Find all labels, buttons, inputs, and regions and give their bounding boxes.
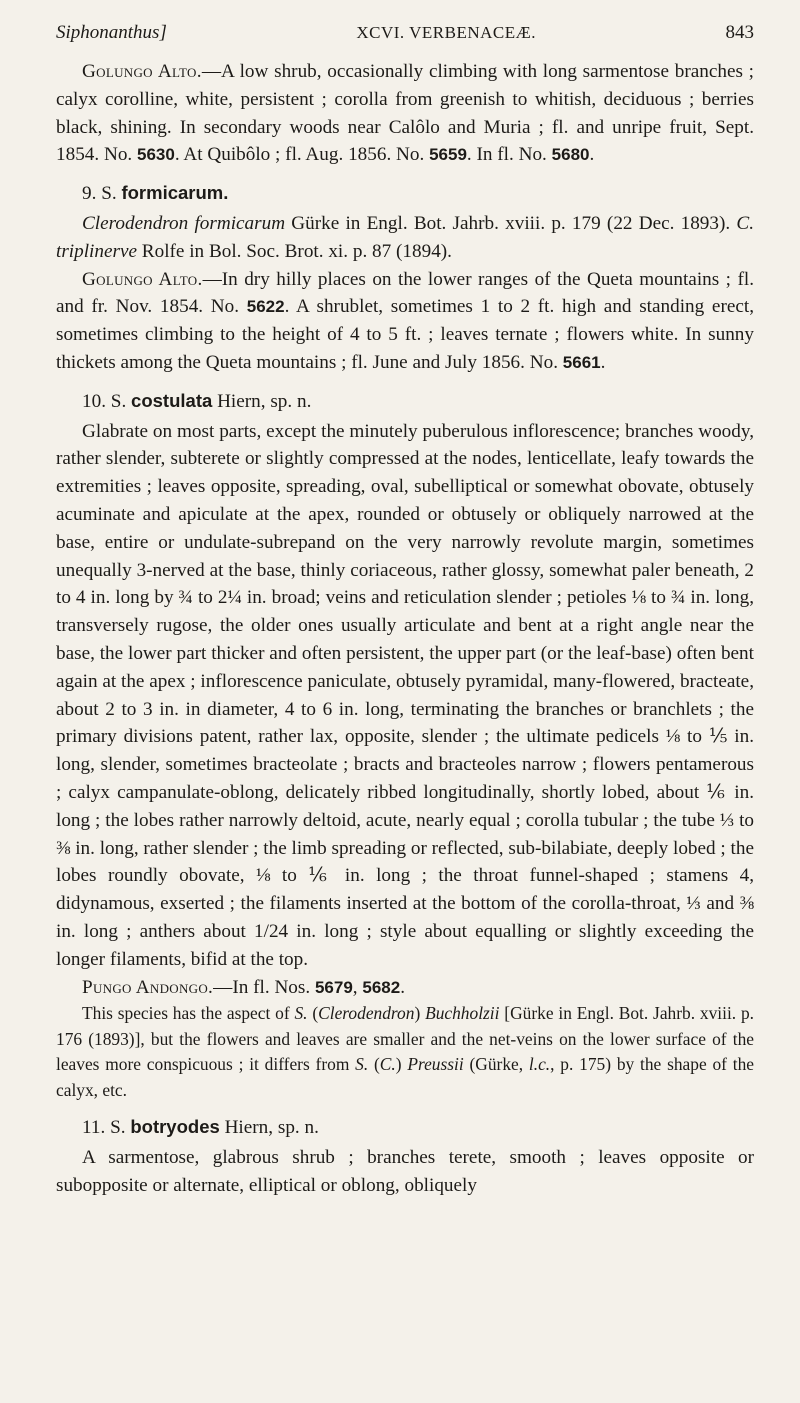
description-10: Glabrate on most parts, except the minutely puberulous inflorescence; branches woody, rather slender, subterete or slightly compressed at the nodes, lenticellate, leafy towards the extremities ; leaves opposite, spreading, oval, subelliptical or somewhat obovate, obtusely acuminate and apiculate at the apex, rounded or obtusely or obliquely narrowed at the base, entire or undulate-subrepand on the very narrowly revolute margin, sometimes unequally 3-nerved at the base, thinly coriaceous, rather glossy, somewhat paler beneath, 2 to 4 in. long by ¾ to 2¼ in. broad; veins and reticulation slender ; petioles ⅛ to ¾ in. long, transversely rugose, the older ones usually articulate and bent at a right angle near the base, the lower part thicker and often persistent, the upper part (or the leaf-base) often bent again at the apex ; inflorescence paniculate, obtusely pyramidal, many-flowered, bracteate, about 2 to 3 in. in diameter, 4 to 6 in. long, terminating the branches or branchlets ; the primary divisions patent, rather lax, opposite, slender ; the ultimate pedicels ⅛ to ⅕ in. long, slender, sometimes bracteolate ; bracts and bracteoles narrow ; flowers pentamerous ; calyx campanulate-oblong, delicately ribbed longitudinally, shortly lobed, about ⅙ in. long ; the lobes rather narrowly deltoid, acute, nearly equal ; corolla tubular ; the tube ⅓ to ⅜ in. long, rather slender ; the limb spreading or reflected, sub-bilabiate, deeply lobed ; the lobes roundly obovate, ⅛ to ⅙ in. long ; the throat funnel-shaped ; stamens 4, didynamous, exserted ; the filaments inserted at the bottom of the corolla-throat, ⅓ and ⅜ in. long ; anthers about 1/24 in. long ; style about equalling or slightly exceeding the longer filaments, bifid at the top.: [56, 420, 754, 970]
species-heading-9: 9. S. formicarum.: [82, 182, 229, 205]
species-name: formicarum.: [121, 182, 229, 204]
running-head-genus: Siphonanthus]: [56, 22, 167, 43]
running-head-family: XCVI. VERBENACEÆ.: [356, 23, 536, 42]
specimen-number: 5661: [562, 352, 601, 372]
locality: Golungo Alto.: [82, 268, 203, 290]
specimen-number: 5622: [246, 297, 285, 317]
note-10: This species has the aspect of S. (Clerodendron) Buchholzii [Gürke in Engl. Bot. Jahrb. xviii. p. 176 (1893)], but the flowers and leaves are smaller and the net-veins on the lower surface of the leaves more conspicuous ; it differs from S. (C.) Preussii (Gürke, l.c., p. 175) by the shape of the calyx, etc.: [56, 1003, 755, 1100]
species-name: botryodes: [130, 1115, 220, 1137]
paragraph-golungo-alto-1: Golungo Alto.—A low shrub, occasionally climbing with long sarmentose branches ; calyx corolline, white, persistent ; corolla from greenish to whitish, deciduous ; berries black, shining. In secondary woods near Calôlo and Muria ; fl. and unripe fruit, Sept. 1854. No. 5630. At Quibôlo ; fl. Aug. 1856. No. 5659. In fl. No. 5680.: [56, 61, 755, 166]
page-number: 843: [725, 22, 754, 43]
running-head: [56, 22, 754, 58]
locality: Golungo Alto.: [82, 61, 202, 82]
paragraph-pungo-andongo: Pungo Andongo.—In fl. Nos. 5679, 5682.: [82, 976, 405, 998]
specimen-number: 5682: [362, 977, 401, 997]
species-name: costulata: [131, 389, 213, 411]
specimen-number: 5680: [551, 145, 590, 165]
description-11: A sarmentose, glabrous shrub ; branches terete, smooth ; leaves opposite or subopposite or alternate, elliptical or oblong, obliquely: [56, 1146, 754, 1196]
specimen-number: 5659: [429, 145, 467, 165]
paragraph-golungo-alto-9: Golungo Alto.—In dry hilly places on the lower ranges of the Queta mountains ; fl. and fr. Nov. 1854. No. 5622. A shrublet, sometimes 1 to 2 ft. high and standing erect, sometimes climbing to the height of 4 to 5 ft. ; leaves ternate ; flowers white. In sunny thickets among the Queta mountains ; fl. June and July 1856. No. 5661.: [56, 268, 755, 373]
species-heading-10: 10. S. costulata Hiern, sp. n.: [82, 389, 312, 412]
species-heading-11: 11. S. botryodes Hiern, sp. n.: [82, 1115, 319, 1138]
locality: Pungo Andongo.: [82, 976, 214, 998]
specimen-number: 5630: [137, 145, 175, 165]
specimen-number: 5679: [314, 977, 353, 997]
synonymy-9: Clerodendron formicarum Gürke in Engl. Bot. Jahrb. xviii. p. 179 (22 Dec. 1893). C. triplinerve Rolfe in Bol. Soc. Brot. xi. p. 87 (1894).: [56, 212, 754, 262]
